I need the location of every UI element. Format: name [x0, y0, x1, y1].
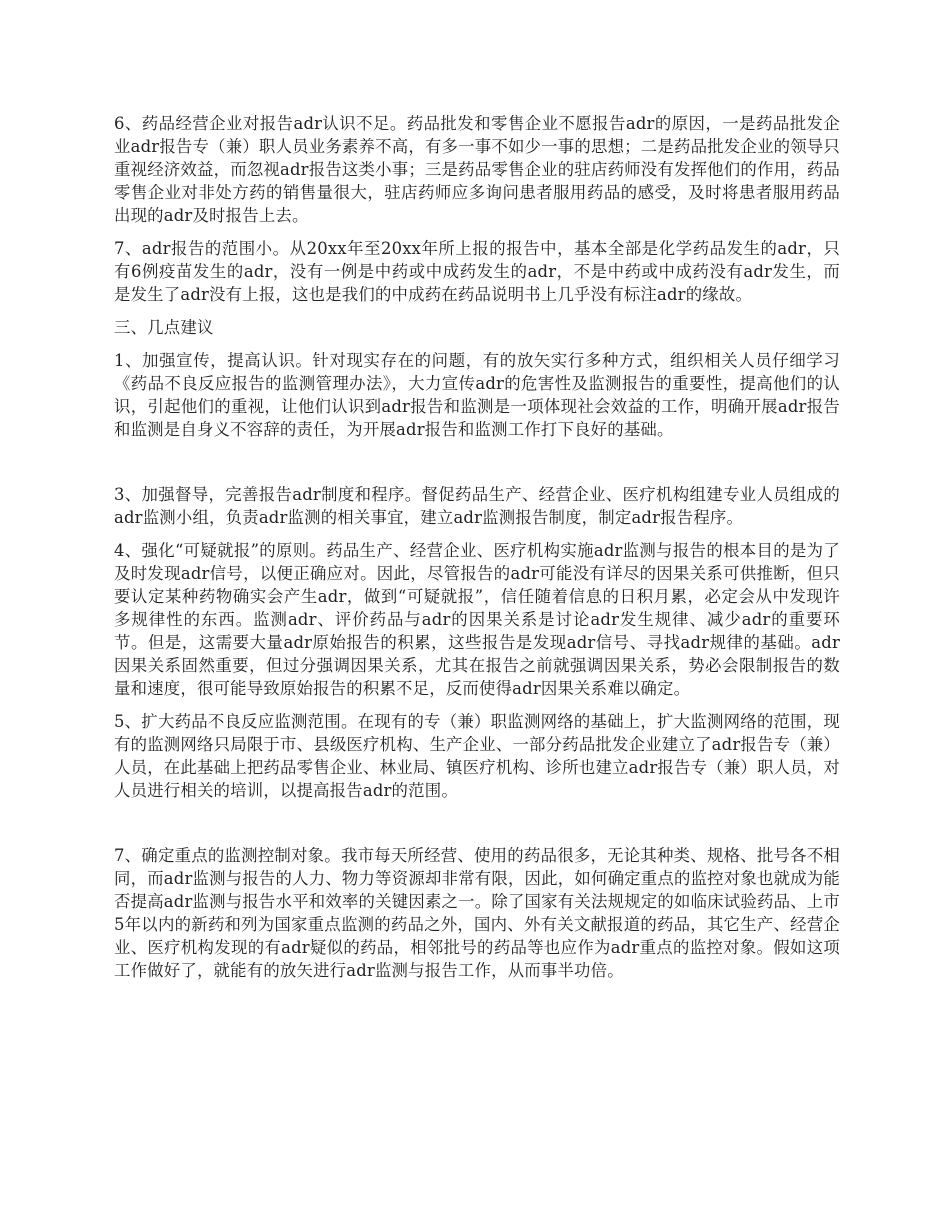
spacer [114, 441, 840, 483]
spacer [114, 529, 840, 539]
suggestion-3-supervision: 3、加强督导，完善报告adr制度和程序。督促药品生产、经营企业、医疗机构组建专业人员组成的adr监测小组，负责adr监测的相关事宜，建立adr监测报告制度，制定adr报告程序。 [114, 485, 840, 527]
suggestion-4-report-suspicion: 4、强化“可疑就报”的原则。药品生产、经营企业、医疗机构实施adr监测与报告的根本目的是为了及时发现adr信号，以便正确应对。因此，尽管报告的adr可能没有详尽的因果关系可供推断，但只要认定某种药物确实会产生adr，做到“可疑就报”，信任随着信息的日积月累，必定会从中发现许多规律性的东西。监测adr、评价药品与adr的因果关系是讨论adr发生规律、减少adr的重要环节。但是，这需要大量adr原始报告的积累，这些报告是发现adr信号、寻找adr规律的基础。adr因果关系固然重要，但过分强调因果关系，尤其在报告之前就强调因果关系，势必会限制报告的数量和速度，很可能导致原始报告的积累不足，反而使得adr因果关系难以确定。 [114, 541, 840, 698]
spacer [114, 700, 840, 710]
suggestion-5-expand-scope: 5、扩大药品不良反应监测范围。在现有的专（兼）职监测网络的基础上，扩大监测网络的范围，现有的监测网络只局限于市、县级医疗机构、生产企业、一部分药品批发企业建立了adr报告专（兼）人员，在此基础上把药品零售企业、林业局、镇医疗机构、诊所也建立adr报告专（兼）职人员，对人员进行相关的培训，以提高报告adr的范围。 [114, 712, 840, 800]
spacer [114, 802, 840, 844]
spacer [114, 339, 840, 349]
section-heading: 三、几点建议 [114, 318, 214, 337]
spacer [114, 306, 840, 316]
paragraph-6-awareness: 6、药品经营企业对报告adr认识不足。药品批发和零售企业不愿报告adr的原因，一是药品批发企业adr报告专（兼）职人员业务素养不高，有多一事不如少一事的思想；二是药品批发企业的领导只重视经济效益，而忽视adr报告这类小事；三是药品零售企业的驻店药师没有发挥他们的作用，药品零售企业对非处方药的销售量很大，驻店药师应多询问患者服用药品的感受，及时将患者服用药品出现的adr及时报告上去。 [114, 114, 840, 225]
spacer [114, 227, 840, 237]
suggestion-1-publicity: 1、加强宣传，提高认识。针对现实存在的问题，有的放矢实行多种方式，组织相关人员仔细学习《药品不良反应报告的监测管理办法》，大力宣传adr的危害性及监测报告的重要性，提高他们的认识，引起他们的重视，让他们认识到adr报告和监测是一项体现社会效益的工作，明确开展adr报告和监测是自身义不容辞的责任，为开展adr报告和监测工作打下良好的基础。 [114, 351, 840, 439]
paragraph-7-scope: 7、adr报告的范围小。从20xx年至20xx年所上报的报告中，基本全部是化学药品发生的adr，只有6例疫苗发生的adr，没有一例是中药或中成药发生的adr，不是中药或中成药没有adr发生，而是发生了adr没有上报，这也是我们的中成药在药品说明书上几乎没有标注adr的缘故。 [114, 239, 840, 304]
document-body [114, 112, 840, 982]
suggestion-7-key-targets: 7、确定重点的监测控制对象。我市每天所经营、使用的药品很多，无论其种类、规格、批号各不相同，而adr监测与报告的人力、物力等资源却非常有限，因此，如何确定重点的监控对象也就成为能否提高adr监测与报告水平和效率的关键因素之一。除了国家有关法规规定的如临床试验药品、上市5年以内的新药和列为国家重点监测的药品之外，国内、外有关文献报道的药品，其它生产、经营企业、医疗机构发现的有adr疑似的药品，相邻批号的药品等也应作为adr重点的监控对象。假如这项工作做好了，就能有的放矢进行adr监测与报告工作，从而事半功倍。 [114, 846, 840, 980]
